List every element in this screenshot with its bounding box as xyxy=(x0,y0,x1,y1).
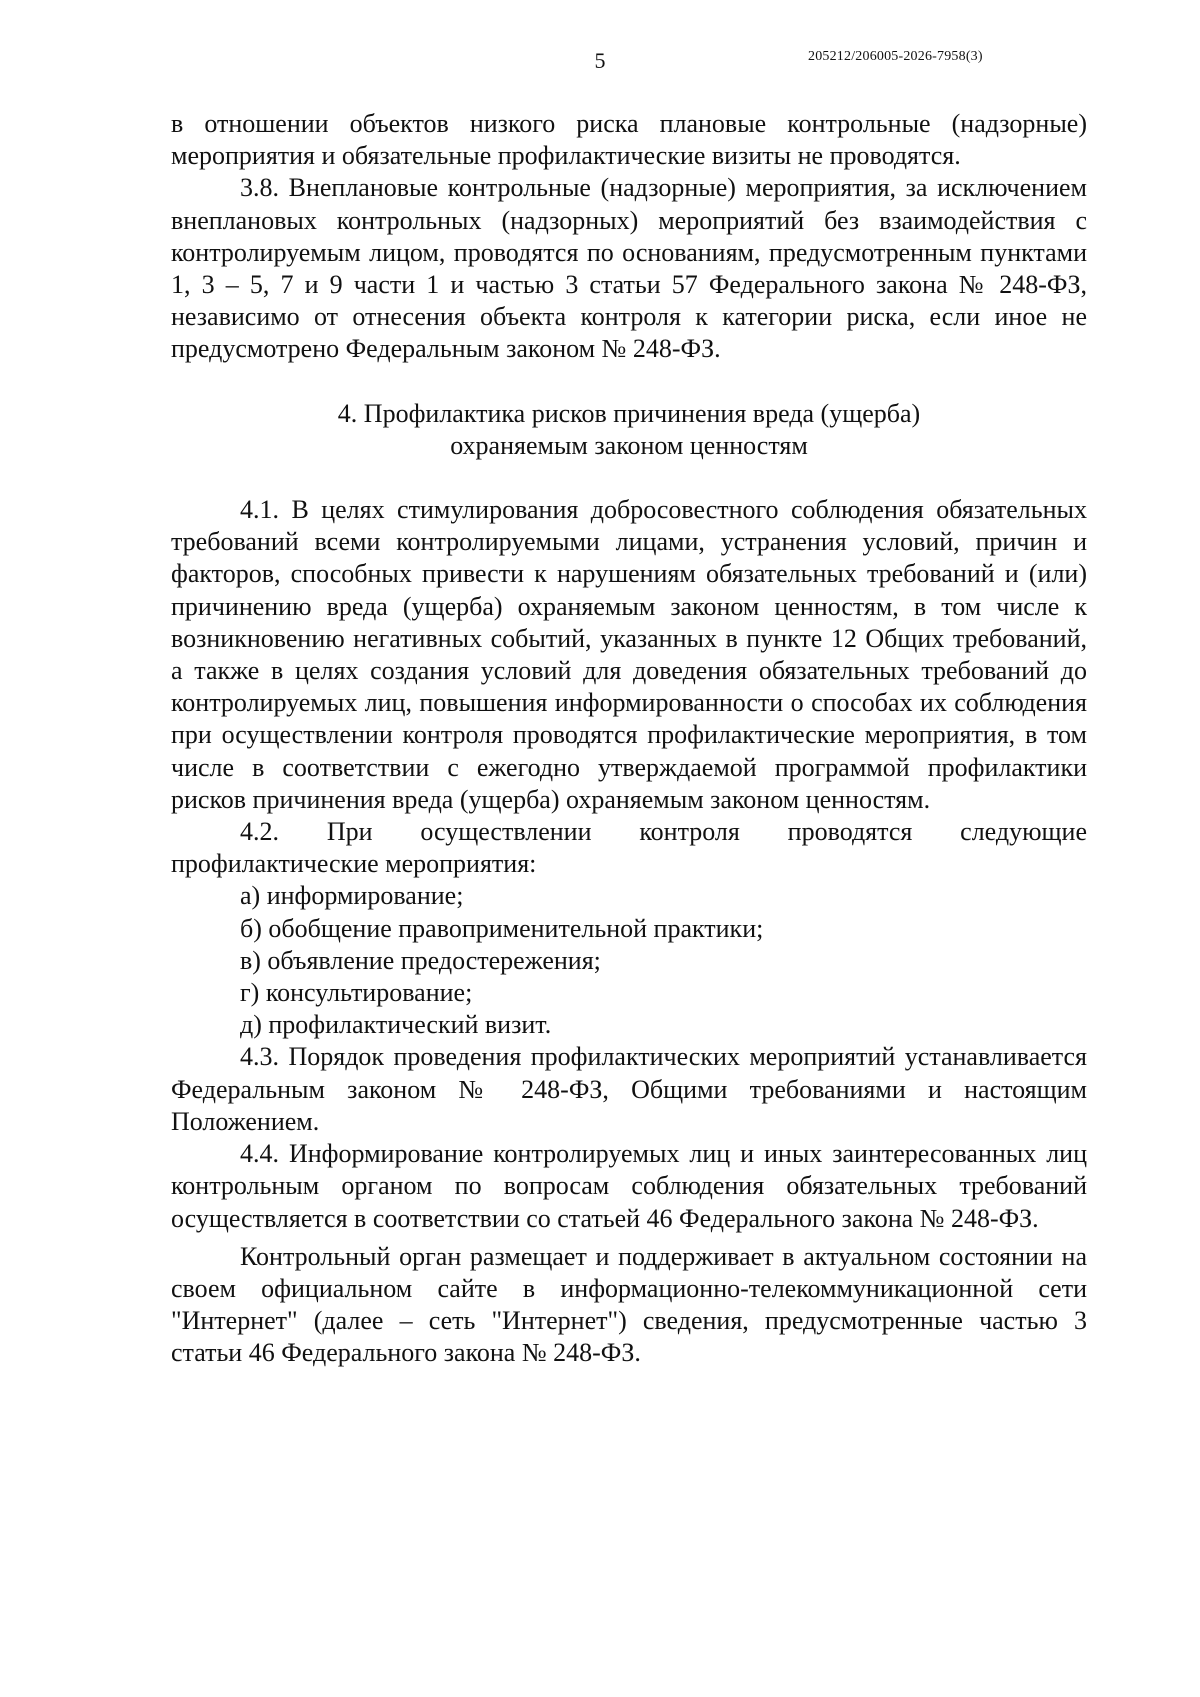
document-code: 205212/206005-2026-7958(3) xyxy=(808,49,983,64)
paragraph-website-info: Контрольный орган размещает и поддерживает в актуальном состоянии на своем официальном сайте в информационно-телекоммуникационной сети "Интернет" (далее – сеть "Интернет") сведения, предусмотренные частью 3 статьи 46 Федерального закона № 248-ФЗ. xyxy=(171,1241,1087,1368)
list-item: а) информирование; xyxy=(240,881,464,911)
paragraph-3-8: 3.8. Внеплановые контрольные (надзорные) мероприятия, за исключением внеплановых контрольных (надзорных) мероприятий без взаимодействия с контролируемым лицом, проводятся по основаниям, предусмотренным пунктами 1, 3 – 5, 7 и 9 части 1 и частью 3 статьи 57 Федерального закона № 248-ФЗ, независимо от отнесения объекта контроля к категории риска, если иное не предусмотрено Федеральным законом № 248-ФЗ. xyxy=(171,173,1087,364)
page-number: 5 xyxy=(594,48,606,73)
section-heading-line-2: охраняемым законом ценностям xyxy=(450,430,808,460)
list-item: д) профилактический визит. xyxy=(240,1010,552,1040)
paragraph-4-1: 4.1. В целях стимулирования добросовестного соблюдения обязательных требований всеми контролируемыми лицами, устранения условий, причин и факторов, способных привести к нарушениям обязательных требований и (или) причинению вреда (ущерба) охраняемым законом ценностям, в том числе к возникновению негативных событий, указанных в пункте 12 Общих требований, а также в целях создания условий для доведения обязательных требований до контролируемых лиц, повышения информированности о способах их соблюдения при осуществлении контроля проводятся профилактические мероприятия, в том числе в соответствии с ежегодно утверждаемой программой профилактики рисков причинения вреда (ущерба) охраняемым законом ценностям. xyxy=(171,495,1087,814)
list-item: б) обобщение правоприменительной практики; xyxy=(240,913,764,943)
list-item: в) объявление предостережения; xyxy=(240,945,601,975)
document-body xyxy=(171,108,1087,1370)
section-heading xyxy=(171,398,1087,462)
paragraph-4-2: 4.2. При осуществлении контроля проводятся следующие профилактические мероприятия: xyxy=(171,817,1087,879)
paragraph-continuation: в отношении объектов низкого риска плановые контрольные (надзорные) мероприятия и обязательные профилактические визиты не проводятся. xyxy=(171,109,1087,171)
section-heading-line-1: 4. Профилактика рисков причинения вреда (ущерба) xyxy=(337,398,921,428)
paragraph-4-3: 4.3. Порядок проведения профилактических мероприятий устанавливается Федеральным законом № 248-ФЗ, Общими требованиями и настоящим Положением. xyxy=(171,1042,1087,1136)
paragraph-4-4: 4.4. Информирование контролируемых лиц и иных заинтересованных лиц контрольным органом по вопросам соблюдения обязательных требований осуществляется в соответствии со статьей 46 Федерального закона № 248-ФЗ. xyxy=(171,1139,1087,1233)
list-item: г) консультирование; xyxy=(240,978,473,1008)
